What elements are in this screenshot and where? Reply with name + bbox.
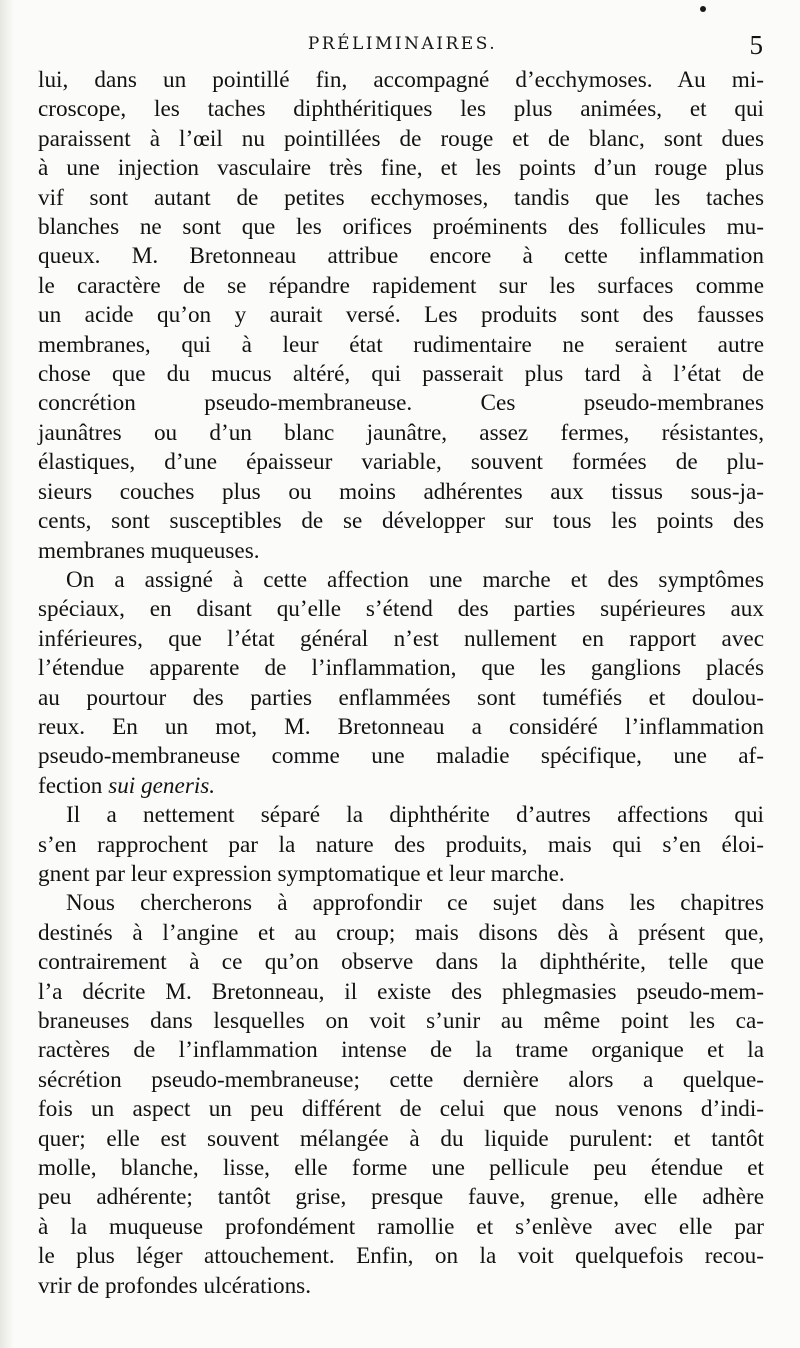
- text-line: destinés à l’angine et au croup; mais disons dès à présent que,: [38, 919, 764, 946]
- text-line: l’a décrite M. Bretonneau, il existe des phlegmasies pseudo-mem-: [38, 978, 764, 1005]
- text-line: jaunâtres ou d’un blanc jaunâtre, assez fermes, résistantes,: [38, 419, 764, 446]
- text-line: peu adhérente; tantôt grise, presque fauve, grenue, elle adhère: [38, 1184, 764, 1211]
- text-line: à la muqueuse profondément ramollie et s’enlève avec elle par: [38, 1213, 764, 1240]
- text-line: pseudo-membraneuse comme une maladie spécifique, une af-: [38, 743, 764, 770]
- text-line: s’en rapprochent par la nature des produits, mais qui s’en éloi-: [38, 831, 764, 858]
- text-line: au pourtour des parties enflammées sont tuméfiés et doulou-: [38, 684, 764, 711]
- text-line: le caractère de se répandre rapidement sur les surfaces comme: [38, 272, 764, 299]
- text-line: spéciaux, en disant qu’elle s’étend des parties supérieures aux: [38, 596, 764, 623]
- text-line: Nous chercherons à approfondir ce sujet dans les chapitres: [66, 890, 764, 917]
- text-line: On a assigné à cette affection une marche et des symptômes: [66, 566, 764, 593]
- ink-speck: [700, 6, 706, 12]
- text-line: membranes, qui à leur état rudimentaire ne seraient autre: [38, 331, 764, 358]
- text-line: chose que du mucus altéré, qui passerait plus tard à l’état de: [38, 361, 764, 388]
- text-line: croscope, les taches diphthéritiques les plus animées, et qui: [38, 96, 764, 123]
- body-text: [38, 66, 764, 1301]
- text-line: concrétion pseudo-membraneuse. Ces pseudo-membranes: [38, 390, 764, 417]
- text-line: membranes muqueuses.: [38, 537, 260, 564]
- text-line: vrir de profondes ulcérations.: [38, 1272, 312, 1299]
- text-line: gnent par leur expression symptomatique et leur marche.: [38, 860, 565, 887]
- text-line: [38, 772, 764, 801]
- text-line: queux. M. Bretonneau attribue encore à cette inflammation: [38, 243, 764, 270]
- text-line: sieurs couches plus ou moins adhérentes aux tissus sous-ja-: [38, 478, 764, 505]
- closing-text: fection: [38, 772, 109, 799]
- paragraph: [38, 889, 764, 1301]
- text-line: ractères de l’inflammation intense de la trame organique et la: [38, 1037, 764, 1064]
- text-line: lui, dans un pointillé fin, accompagné d’ecchymoses. Au mi-: [38, 67, 764, 93]
- text-line: quer; elle est souvent mélangée à du liquide purulent: et tantôt: [38, 1125, 764, 1152]
- paragraph: [38, 801, 764, 889]
- text-line: le plus léger attouchement. Enfin, on la voit quelquefois recou-: [38, 1243, 764, 1270]
- page-number: 5: [749, 30, 763, 60]
- text-line: paraissent à l’œil nu pointillées de rouge et de blanc, sont dues: [38, 125, 764, 152]
- page-header: [40, 30, 765, 64]
- italic-phrase: sui generis.: [108, 772, 216, 799]
- text-line: fois un aspect un peu différent de celui que nous venons d’indi-: [38, 1096, 764, 1123]
- text-line: Il a nettement séparé la diphthérite d’autres affections qui: [66, 802, 764, 829]
- text-line: inférieures, que l’état général n’est nullement en rapport avec: [38, 625, 764, 652]
- text-line: un acide qu’on y aurait versé. Les produits sont des fausses: [38, 302, 764, 329]
- text-line: reux. En un mot, M. Bretonneau a considéré l’inflammation: [38, 713, 764, 740]
- text-line: braneuses dans lesquelles on voit s’unir au même point les ca-: [38, 1008, 764, 1034]
- text-line: contrairement à ce qu’on observe dans la diphthérite, telle que: [38, 949, 764, 976]
- running-head: PRÉLIMINAIRES.: [307, 34, 498, 54]
- text-line: blanches ne sont que les orifices proéminents des follicules mu-: [38, 214, 764, 241]
- text-line: élastiques, d’une épaisseur variable, souvent formées de plu-: [38, 449, 764, 476]
- text-line: molle, blanche, lisse, elle forme une pellicule peu étendue et: [38, 1155, 764, 1182]
- text-line: vif sont autant de petites ecchymoses, tandis que les taches: [38, 184, 764, 211]
- text-line: cents, sont susceptibles de se développer sur tous les points des: [38, 508, 764, 535]
- text-line: à une injection vasculaire très fine, et les points d’un rouge plus: [38, 155, 764, 182]
- paragraph: [38, 566, 764, 801]
- paragraph: [38, 66, 764, 566]
- text-line: l’étendue apparente de l’inflammation, que les ganglions placés: [38, 655, 764, 682]
- text-line: sécrétion pseudo-membraneuse; cette dernière alors a quelque-: [38, 1066, 764, 1093]
